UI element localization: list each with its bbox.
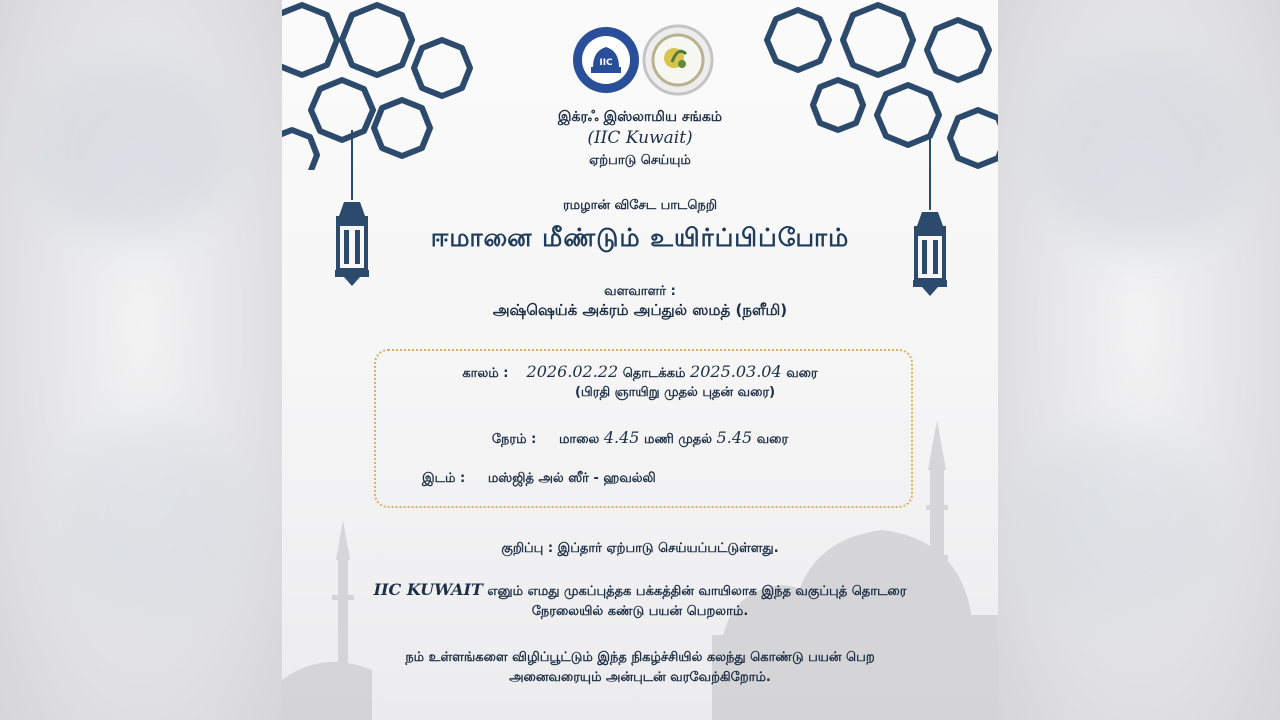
time-prefix: மாலை	[558, 432, 600, 447]
iftar-note: குறிப்பு : இப்தார் ஏற்பாடு செய்யப்பட்டுள்ளது.	[501, 541, 779, 556]
second-logo	[642, 24, 714, 96]
blurred-right-panel	[998, 0, 1280, 720]
place-value: மஸ்ஜித் அல் ஸீர் - ஹவல்லி	[487, 471, 656, 486]
facebook-paragraph	[282, 580, 998, 622]
start-word: தொடக்கம்	[622, 366, 686, 381]
place-label: இடம் :	[422, 471, 466, 486]
poster	[282, 0, 998, 720]
time-label: நேரம் :	[491, 432, 537, 447]
period-label: காலம் :	[462, 366, 509, 381]
org-name-english: (IIC Kuwait)	[587, 128, 693, 148]
presenter-name: அஷ்ஷெய்க் அக்ரம் அப்துல் ஸமத் (நளீமி)	[492, 301, 788, 319]
para2-line1: நம் உள்ளங்களை விழிப்பூட்டும் இந்த நிகழ்ச்சியில் கலந்து கொண்டு பயன் பெற	[405, 650, 875, 665]
time-suffix: வரை	[756, 432, 789, 447]
para2-line2: அனைவரையும் அன்புடன் வரவேற்கிறோம்.	[509, 670, 771, 685]
time-row	[282, 428, 998, 448]
days-row: (பிரதி ஞாயிறு முதல் புதன் வரை)	[574, 385, 776, 400]
iic-logo	[571, 25, 641, 95]
welcome-paragraph	[282, 648, 998, 688]
place-row	[422, 471, 842, 487]
course-title: ஈமானை மீண்டும் உயிர்ப்பிப்போம்	[430, 223, 850, 252]
org-name-tamil: இக்ரஃ இஸ்லாமிய சங்கம்	[557, 109, 723, 125]
para1-line1: எனும் எமது முகப்புத்தக பக்கத்தின் வாயிலாக இந்த வகுப்புத் தொடரை	[487, 584, 907, 599]
start-date: 2026.02.22	[526, 362, 619, 381]
arranges-text: ஏற்பாடு செய்யும்	[589, 153, 691, 168]
period-row	[282, 362, 998, 382]
iic-kuwait-text: IIC KUWAIT	[373, 580, 483, 599]
time-mid: மணி முதல்	[644, 432, 713, 447]
time-end: 5.45	[716, 428, 753, 447]
time-start: 4.45	[603, 428, 640, 447]
end-date: 2025.03.04	[690, 362, 782, 381]
blurred-left-panel	[0, 0, 282, 720]
para1-line2: நேரலையில் கண்டு பயன் பெறலாம்.	[531, 604, 749, 619]
logo-iic-text: IIC	[599, 58, 613, 68]
end-word: வரை	[786, 366, 818, 381]
course-subtitle: ரமழான் விசேட பாடநெறி	[562, 198, 718, 213]
presenter-label: வளவாளர் :	[604, 284, 676, 299]
